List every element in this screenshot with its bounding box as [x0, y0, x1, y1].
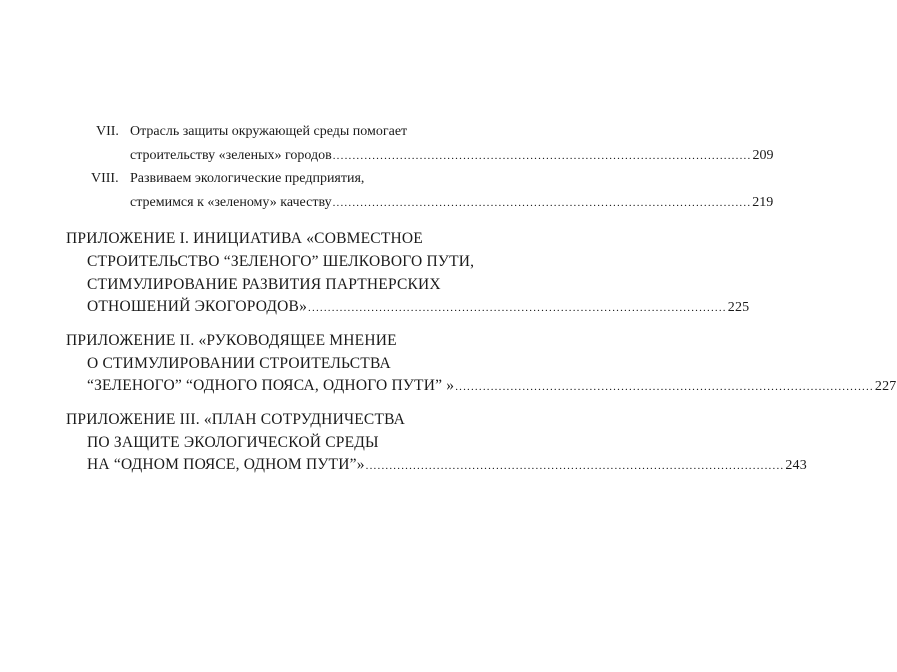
appendix-title-line: ПРИЛОЖЕНИЕ III. «ПЛАН СОТРУДНИЧЕСТВА	[66, 411, 406, 428]
appendix-title-line: ПРИЛОЖЕНИЕ I. ИНИЦИАТИВА «СОВМЕСТНОЕ	[66, 230, 423, 247]
dot-leader: ..........................................................................................................	[308, 302, 727, 314]
page-number: 227	[874, 379, 897, 394]
page-number: 219	[752, 195, 774, 210]
dot-leader: ..........................................................................................................	[365, 460, 785, 472]
chapter-number: VII.	[96, 124, 119, 139]
toc-entry-row[interactable]	[87, 377, 897, 394]
appendix-title-line: ПРИЛОЖЕНИЕ II. «РУКОВОДЯЩЕЕ МНЕНИЕ	[66, 332, 397, 349]
page-number: 225	[727, 300, 750, 315]
toc-entry-row[interactable]	[130, 148, 774, 163]
chapter-title-line: Отрасль защиты окружающей среды помогает	[130, 124, 408, 139]
dot-leader: ..........................................................................................................	[332, 150, 752, 162]
chapter-title-line: Развиваем экологические предприятия,	[130, 171, 365, 186]
dot-leader: ..........................................................................................................	[332, 197, 752, 209]
toc-entry-row[interactable]	[87, 298, 750, 315]
appendix-title-line: НА “ОДНОМ ПОЯСЕ, ОДНОМ ПУТИ”»	[87, 456, 365, 473]
chapter-number: VIII.	[91, 171, 119, 186]
appendix-title-line: СТИМУЛИРОВАНИЕ РАЗВИТИЯ ПАРТНЕРСКИХ	[87, 276, 441, 293]
appendix-title-line: ПО ЗАЩИТЕ ЭКОЛОГИЧЕСКОЙ СРЕДЫ	[87, 434, 379, 451]
chapter-title-line: строительству «зеленых» городов	[130, 148, 332, 163]
toc-entry-row[interactable]	[87, 456, 807, 473]
chapter-title-line: стремимся к «зеленому» качеству	[130, 195, 332, 210]
toc-entry-row[interactable]	[130, 195, 774, 210]
appendix-title-line: “ЗЕЛЕНОГО” “ОДНОГО ПОЯСА, ОДНОГО ПУТИ” »	[87, 377, 455, 394]
appendix-title-line: ОТНОШЕНИЙ ЭКОГОРОДОВ»	[87, 298, 308, 315]
page-number: 209	[752, 148, 774, 163]
dot-leader: ..........................................................................................................	[455, 381, 874, 393]
page-number: 243	[785, 458, 807, 473]
appendix-title-line: СТРОИТЕЛЬСТВО “ЗЕЛЕНОГО” ШЕЛКОВОГО ПУТИ,	[87, 253, 475, 270]
appendix-title-line: О СТИМУЛИРОВАНИИ СТРОИТЕЛЬСТВА	[87, 355, 391, 372]
